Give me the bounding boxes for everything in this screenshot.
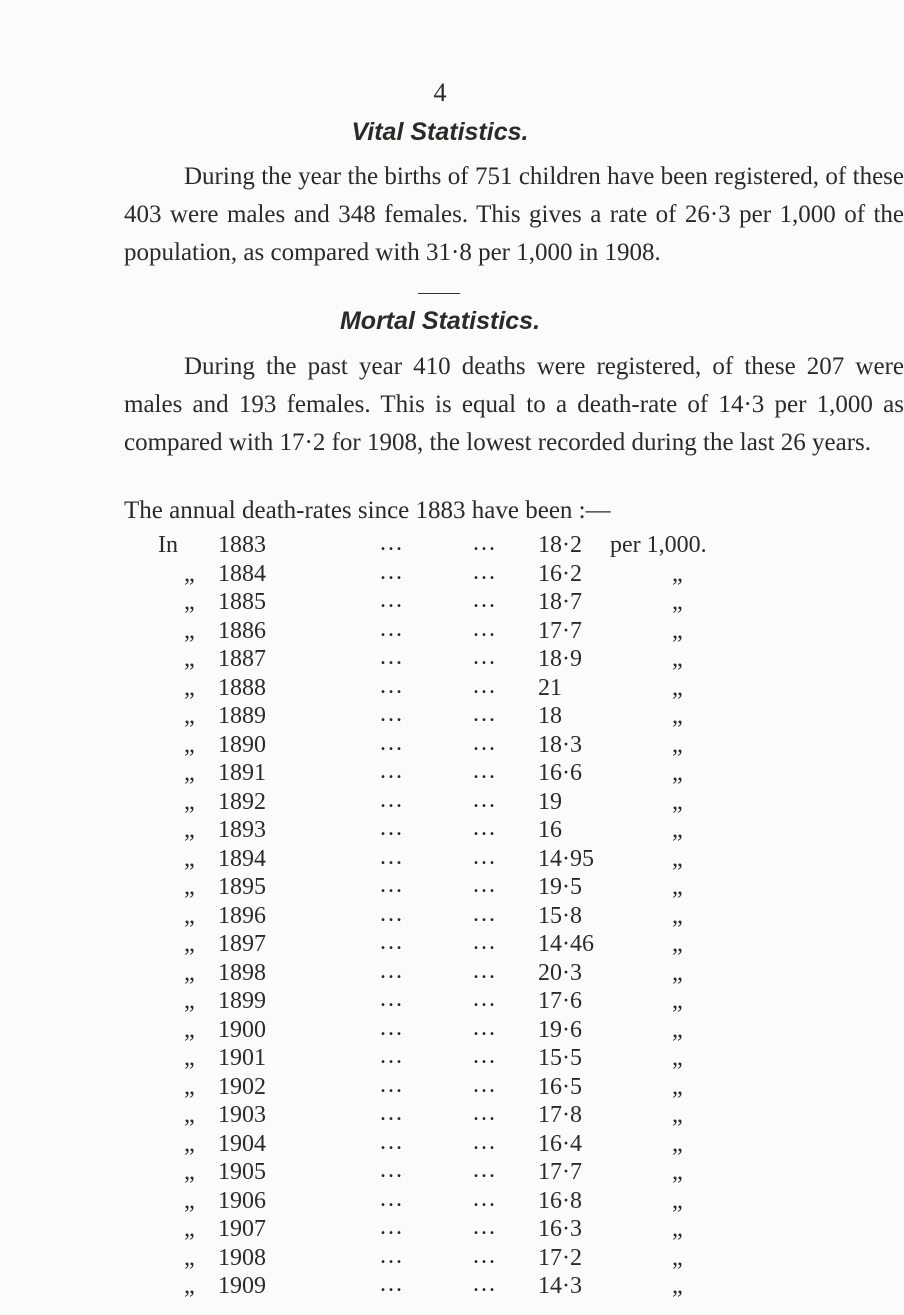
- death-rate-row: [0, 1159, 800, 1188]
- row-prefix: „: [184, 703, 195, 729]
- death-rate-row: [0, 874, 800, 903]
- row-rate: 16·8: [538, 1187, 582, 1214]
- death-rates-intro: The annual death-rates since 1883 have been :—: [124, 497, 611, 524]
- death-rate-row: [0, 900, 800, 932]
- leader-dots: ...: [380, 786, 404, 813]
- death-rate-row: [0, 1014, 800, 1046]
- row-rate: 21: [538, 674, 562, 701]
- row-year: 1888: [218, 674, 266, 701]
- row-unit: „: [672, 1159, 683, 1185]
- row-year: 1909: [218, 1273, 266, 1299]
- row-prefix: „: [184, 1016, 195, 1043]
- death-rate-row: [0, 729, 800, 761]
- leader-dots: ...: [380, 729, 404, 756]
- row-unit: „: [672, 931, 683, 957]
- death-rate-row: [0, 931, 800, 960]
- leader-dots: ...: [380, 1157, 404, 1183]
- row-year: 1893: [218, 817, 266, 843]
- row-rate: 17·7: [538, 1159, 582, 1185]
- row-prefix: „: [184, 1045, 195, 1071]
- leader-dots: ...: [473, 1242, 497, 1269]
- leader-dots: ...: [380, 843, 404, 870]
- leader-dots: ...: [380, 1128, 404, 1155]
- death-rate-row: [0, 988, 800, 1017]
- death-rate-row: [0, 1128, 800, 1160]
- leader-dots: ...: [380, 957, 404, 984]
- leader-dots: ...: [473, 587, 497, 613]
- death-rate-row: [0, 615, 800, 647]
- row-rate: 17·2: [538, 1244, 582, 1271]
- death-rate-row: [0, 957, 800, 989]
- death-rates-list: [0, 532, 800, 1302]
- row-rate: 18: [538, 703, 562, 729]
- row-year: 1902: [218, 1073, 266, 1100]
- row-prefix: „: [184, 617, 195, 644]
- row-rate: 14·46: [538, 931, 594, 957]
- row-unit: „: [672, 1130, 683, 1157]
- row-prefix: „: [184, 788, 195, 815]
- death-rate-row: [0, 1273, 800, 1302]
- leader-dots: ...: [473, 1128, 497, 1155]
- vital-statistics-paragraph: During the year the births of 751 children have been registered, of these 403 were males and 348 females. This gives a rate of 26·3 per 1,000 of the population, as compared with 31·8 per 1,000 in 1908.: [124, 163, 904, 266]
- section-divider: [418, 293, 460, 294]
- leader-dots: ...: [473, 758, 497, 784]
- row-rate: 16·3: [538, 1216, 582, 1242]
- death-rate-row: [0, 1102, 800, 1131]
- row-rate: 18·7: [538, 589, 582, 615]
- row-rate: 19·6: [538, 1016, 582, 1043]
- leader-dots: ...: [380, 672, 404, 699]
- row-unit: „: [672, 589, 683, 615]
- leader-dots: ...: [473, 1271, 497, 1297]
- row-unit: „: [672, 1244, 683, 1271]
- row-unit: „: [672, 646, 683, 672]
- row-year: 1885: [218, 589, 266, 615]
- leader-dots: ...: [380, 1071, 404, 1098]
- leader-dots: ...: [380, 1242, 404, 1269]
- leader-dots: ...: [473, 815, 497, 841]
- leader-dots: ...: [380, 558, 404, 585]
- row-rate: 16·5: [538, 1073, 582, 1100]
- row-unit: „: [672, 1045, 683, 1071]
- death-rate-row: [0, 672, 800, 704]
- row-rate: 16·6: [538, 760, 582, 786]
- row-rate: 17·7: [538, 617, 582, 644]
- row-rate: 14·95: [538, 845, 594, 872]
- row-prefix: „: [184, 1130, 195, 1157]
- row-unit: „: [672, 1073, 683, 1100]
- row-year: 1906: [218, 1187, 266, 1214]
- leader-dots: ...: [473, 872, 497, 898]
- row-unit: „: [672, 617, 683, 644]
- row-rate: 15·8: [538, 902, 582, 929]
- row-rate: 18·9: [538, 646, 582, 672]
- leader-dots: ...: [473, 957, 497, 984]
- row-year: 1889: [218, 703, 266, 729]
- death-rate-row: [0, 703, 800, 732]
- row-prefix: „: [184, 959, 195, 986]
- row-rate: 17·8: [538, 1102, 582, 1128]
- mortal-statistics-heading: Mortal Statistics.: [339, 307, 541, 335]
- leader-dots: ...: [380, 615, 404, 642]
- row-rate: 16·4: [538, 1130, 582, 1157]
- mortal-statistics-paragraph: During the past year 410 deaths were registered, of these 207 were males and 193 females. This is equal to a death-rate of 14·3 per 1,000 as compared with 17·2 for 1908, the lowest recorded during the last 26 years.: [124, 353, 904, 456]
- leader-dots: ...: [380, 1214, 404, 1240]
- death-rate-row: [0, 558, 800, 590]
- row-prefix: „: [184, 1187, 195, 1214]
- row-year: 1884: [218, 560, 266, 587]
- leader-dots: ...: [380, 815, 404, 841]
- leader-dots: ...: [380, 587, 404, 613]
- leader-dots: ...: [380, 1185, 404, 1212]
- row-year: 1899: [218, 988, 266, 1014]
- row-prefix: „: [184, 1244, 195, 1271]
- row-rate: 19·5: [538, 874, 582, 900]
- row-unit: „: [672, 1102, 683, 1128]
- row-rate: 16: [538, 817, 562, 843]
- leader-dots: ...: [473, 701, 497, 727]
- row-prefix: „: [184, 731, 195, 758]
- row-rate: 20·3: [538, 959, 582, 986]
- row-unit: „: [672, 703, 683, 729]
- leader-dots: ...: [380, 986, 404, 1012]
- row-prefix: „: [184, 931, 195, 957]
- death-rate-row: [0, 589, 800, 618]
- leader-dots: ...: [473, 929, 497, 955]
- row-rate: 16·2: [538, 560, 582, 587]
- row-prefix: „: [184, 845, 195, 872]
- leader-dots: ...: [473, 644, 497, 670]
- row-year: 1895: [218, 874, 266, 900]
- leader-dots: ...: [473, 530, 497, 556]
- row-unit: „: [672, 1273, 683, 1299]
- row-unit: per 1,000.: [610, 532, 707, 558]
- row-year: 1891: [218, 760, 266, 786]
- leader-dots: ...: [473, 900, 497, 927]
- leader-dots: ...: [473, 672, 497, 699]
- row-rate: 18·3: [538, 731, 582, 758]
- row-year: 1896: [218, 902, 266, 929]
- row-prefix: „: [184, 902, 195, 929]
- leader-dots: ...: [473, 1014, 497, 1041]
- row-rate: 14·3: [538, 1273, 582, 1299]
- row-unit: „: [672, 788, 683, 815]
- leader-dots: ...: [473, 786, 497, 813]
- death-rate-row: [0, 1071, 800, 1103]
- leader-dots: ...: [380, 872, 404, 898]
- row-prefix: In: [158, 532, 178, 558]
- death-rate-row: [0, 1216, 800, 1245]
- row-year: 1905: [218, 1159, 266, 1185]
- row-unit: „: [672, 902, 683, 929]
- leader-dots: ...: [380, 900, 404, 927]
- row-prefix: „: [184, 1273, 195, 1299]
- death-rate-row: [0, 1045, 800, 1074]
- row-prefix: „: [184, 760, 195, 786]
- row-year: 1898: [218, 959, 266, 986]
- leader-dots: ...: [380, 1043, 404, 1069]
- row-prefix: „: [184, 560, 195, 587]
- row-unit: „: [672, 988, 683, 1014]
- leader-dots: ...: [380, 758, 404, 784]
- row-unit: „: [672, 560, 683, 587]
- leader-dots: ...: [473, 1071, 497, 1098]
- row-rate: 17·6: [538, 988, 582, 1014]
- death-rate-row: [0, 1185, 800, 1217]
- row-year: 1886: [218, 617, 266, 644]
- death-rate-row: [0, 817, 800, 846]
- row-year: 1897: [218, 931, 266, 957]
- leader-dots: ...: [473, 1157, 497, 1183]
- row-year: 1908: [218, 1244, 266, 1271]
- row-prefix: „: [184, 1216, 195, 1242]
- row-year: 1907: [218, 1216, 266, 1242]
- row-unit: „: [672, 959, 683, 986]
- row-rate: 15·5: [538, 1045, 582, 1071]
- leader-dots: ...: [473, 1100, 497, 1126]
- row-year: 1900: [218, 1016, 266, 1043]
- vital-statistics-heading: Vital Statistics.: [351, 118, 529, 146]
- leader-dots: ...: [473, 843, 497, 870]
- row-prefix: „: [184, 589, 195, 615]
- leader-dots: ...: [473, 986, 497, 1012]
- row-year: 1894: [218, 845, 266, 872]
- row-unit: „: [672, 845, 683, 872]
- row-unit: „: [672, 1016, 683, 1043]
- row-unit: „: [672, 731, 683, 758]
- death-rate-row: [0, 786, 800, 818]
- row-prefix: „: [184, 988, 195, 1014]
- leader-dots: ...: [380, 701, 404, 727]
- death-rate-row: [0, 1242, 800, 1274]
- row-year: 1904: [218, 1130, 266, 1157]
- leader-dots: ...: [380, 1100, 404, 1126]
- row-unit: „: [672, 674, 683, 701]
- death-rate-row: [0, 843, 800, 875]
- row-year: 1890: [218, 731, 266, 758]
- leader-dots: ...: [380, 929, 404, 955]
- row-rate: 19: [538, 788, 562, 815]
- row-unit: „: [672, 1187, 683, 1214]
- row-year: 1901: [218, 1045, 266, 1071]
- row-year: 1892: [218, 788, 266, 815]
- leader-dots: ...: [473, 1185, 497, 1212]
- row-prefix: „: [184, 817, 195, 843]
- death-rate-row: [0, 646, 800, 675]
- row-prefix: „: [184, 1073, 195, 1100]
- row-unit: „: [672, 760, 683, 786]
- leader-dots: ...: [473, 558, 497, 585]
- death-rate-row: [0, 760, 800, 789]
- leader-dots: ...: [380, 1014, 404, 1041]
- row-year: 1887: [218, 646, 266, 672]
- row-prefix: „: [184, 646, 195, 672]
- leader-dots: ...: [473, 1214, 497, 1240]
- row-year: 1903: [218, 1102, 266, 1128]
- leader-dots: ...: [380, 530, 404, 556]
- row-prefix: „: [184, 674, 195, 701]
- row-prefix: „: [184, 874, 195, 900]
- page-number: 4: [433, 78, 447, 107]
- row-rate: 18·2: [538, 532, 582, 558]
- row-unit: „: [672, 817, 683, 843]
- death-rate-row: [0, 532, 800, 561]
- row-year: 1883: [218, 532, 266, 558]
- row-unit: „: [672, 874, 683, 900]
- row-prefix: „: [184, 1159, 195, 1185]
- leader-dots: ...: [380, 1271, 404, 1297]
- leader-dots: ...: [473, 1043, 497, 1069]
- row-prefix: „: [184, 1102, 195, 1128]
- row-unit: „: [672, 1216, 683, 1242]
- leader-dots: ...: [473, 615, 497, 642]
- leader-dots: ...: [380, 644, 404, 670]
- leader-dots: ...: [473, 729, 497, 756]
